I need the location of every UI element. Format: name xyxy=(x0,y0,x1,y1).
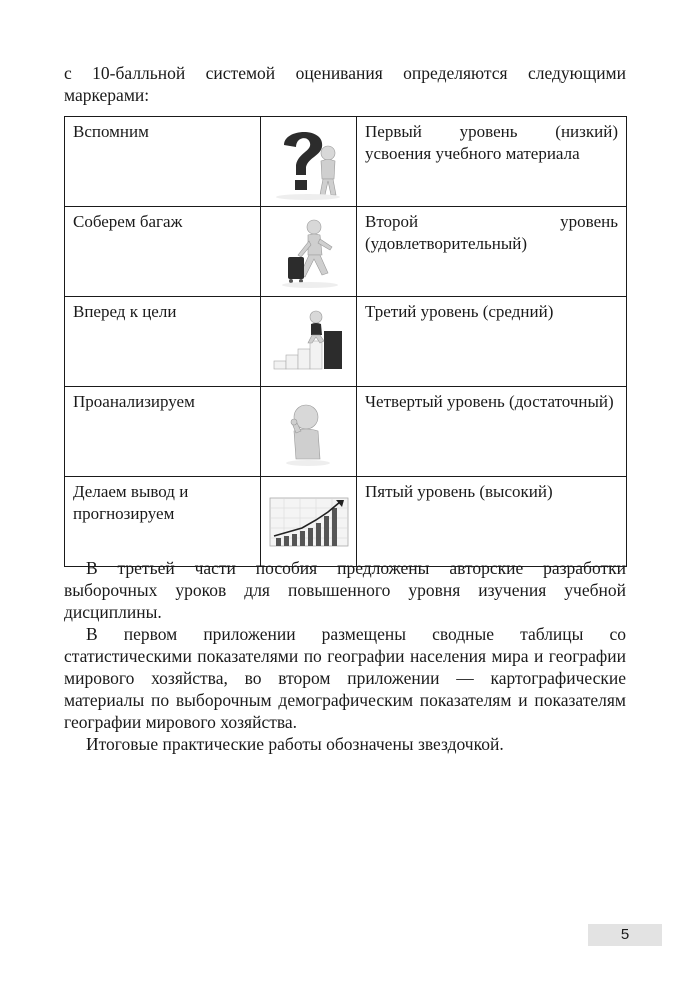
thinking-figure-icon xyxy=(268,393,350,471)
page-number: 5 xyxy=(588,924,662,946)
level-description: Второй уровень (удовлетворительный) xyxy=(357,207,627,297)
figure-climbing-stairs-icon xyxy=(268,303,350,381)
markers-table xyxy=(64,116,627,567)
marker-name: Вперед к цели xyxy=(65,297,261,387)
body-text xyxy=(64,557,626,755)
growth-chart-icon xyxy=(268,496,350,548)
paragraph: В третьей части пособия предложены авторские разработки выборочных уроков для повышенного уровня изучения учебной дисциплины. xyxy=(64,558,626,622)
level-description: Третий уровень (средний) xyxy=(357,297,627,387)
paragraph: В первом приложении размещены сводные таблицы со статистическими показателями по географии населения мира и географии мирового хозяйства, во втором приложении — картографические материалы по выборочным демографическим показателям и показателям географии мирового хозяйства. xyxy=(64,624,626,732)
level-description: Пятый уровень (высокий) xyxy=(357,477,627,567)
paragraph: Итоговые практические работы обозначены звездочкой. xyxy=(86,734,504,754)
intro-text: с 10-балльной системой оценивания определяются следующими маркерами: xyxy=(64,63,626,105)
marker-name: Проанализируем xyxy=(65,387,261,477)
marker-name: Вспомним xyxy=(65,117,261,207)
level-description: Четвертый уровень (достаточный) xyxy=(357,387,627,477)
table-row xyxy=(65,297,627,387)
table-row xyxy=(65,117,627,207)
table-row xyxy=(65,477,627,567)
question-mark-figure-icon xyxy=(268,123,350,201)
table-row xyxy=(65,387,627,477)
figure-with-suitcase-icon xyxy=(268,213,350,291)
table-row xyxy=(65,207,627,297)
level-description: Первый уровень (низкий) усвоения учебного материала xyxy=(357,117,627,207)
marker-name: Делаем вывод и прогнозируем xyxy=(65,477,261,567)
marker-name: Соберем багаж xyxy=(65,207,261,297)
